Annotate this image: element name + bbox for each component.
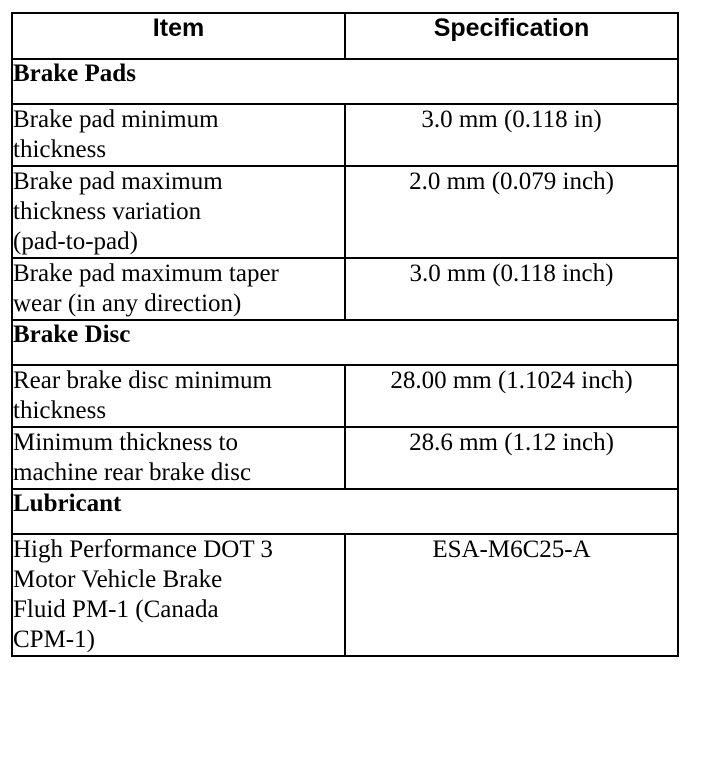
item-text: (pad-to-pad) — [13, 228, 138, 255]
table-header — [12, 13, 678, 59]
item-text: Fluid PM-1 (Canada — [13, 596, 219, 623]
table-body — [12, 59, 678, 656]
table-row — [12, 166, 678, 258]
item-text: thickness — [13, 397, 107, 424]
specification-cell: 3.0 mm (0.118 inch) — [345, 258, 678, 320]
item-cell — [12, 104, 345, 166]
specification-cell: ESA-M6C25-A — [345, 534, 678, 656]
item-text: thickness variation — [13, 198, 202, 225]
section-row — [12, 320, 678, 365]
table-row — [12, 258, 678, 320]
item-text: thickness — [13, 136, 107, 163]
item-cell — [12, 258, 345, 320]
section-row — [12, 59, 678, 104]
specification-cell: 2.0 mm (0.079 inch) — [345, 166, 678, 258]
item-text: Motor Vehicle Brake — [13, 566, 223, 593]
header-item: Item — [12, 13, 345, 59]
header-row — [12, 13, 678, 59]
section-row — [12, 489, 678, 534]
item-text: High Performance DOT 3 — [13, 536, 273, 563]
section-title-brake-disc: Brake Disc — [12, 320, 678, 365]
section-title-brake-pads: Brake Pads — [12, 59, 678, 104]
table-row — [12, 427, 678, 489]
item-text: Rear brake disc minimum — [13, 367, 272, 394]
header-specification: Specification — [345, 13, 678, 59]
item-text: Minimum thickness to — [13, 429, 238, 456]
item-cell — [12, 534, 345, 656]
item-text: wear (in any direction) — [13, 290, 242, 317]
table-row — [12, 534, 678, 656]
item-text: CPM-1) — [13, 626, 95, 653]
table-row — [12, 365, 678, 427]
table-row — [12, 104, 678, 166]
item-text: Brake pad maximum taper — [13, 260, 279, 287]
item-text: machine rear brake disc — [13, 459, 252, 486]
item-cell — [12, 427, 345, 489]
specification-cell: 28.6 mm (1.12 inch) — [345, 427, 678, 489]
specification-cell: 28.00 mm (1.1024 inch) — [345, 365, 678, 427]
item-text: Brake pad maximum — [13, 168, 223, 195]
item-text: Brake pad minimum — [13, 106, 219, 133]
specification-cell: 3.0 mm (0.118 in) — [345, 104, 678, 166]
item-cell — [12, 166, 345, 258]
item-cell — [12, 365, 345, 427]
specification-table — [11, 12, 679, 657]
section-title-lubricant: Lubricant — [12, 489, 678, 534]
